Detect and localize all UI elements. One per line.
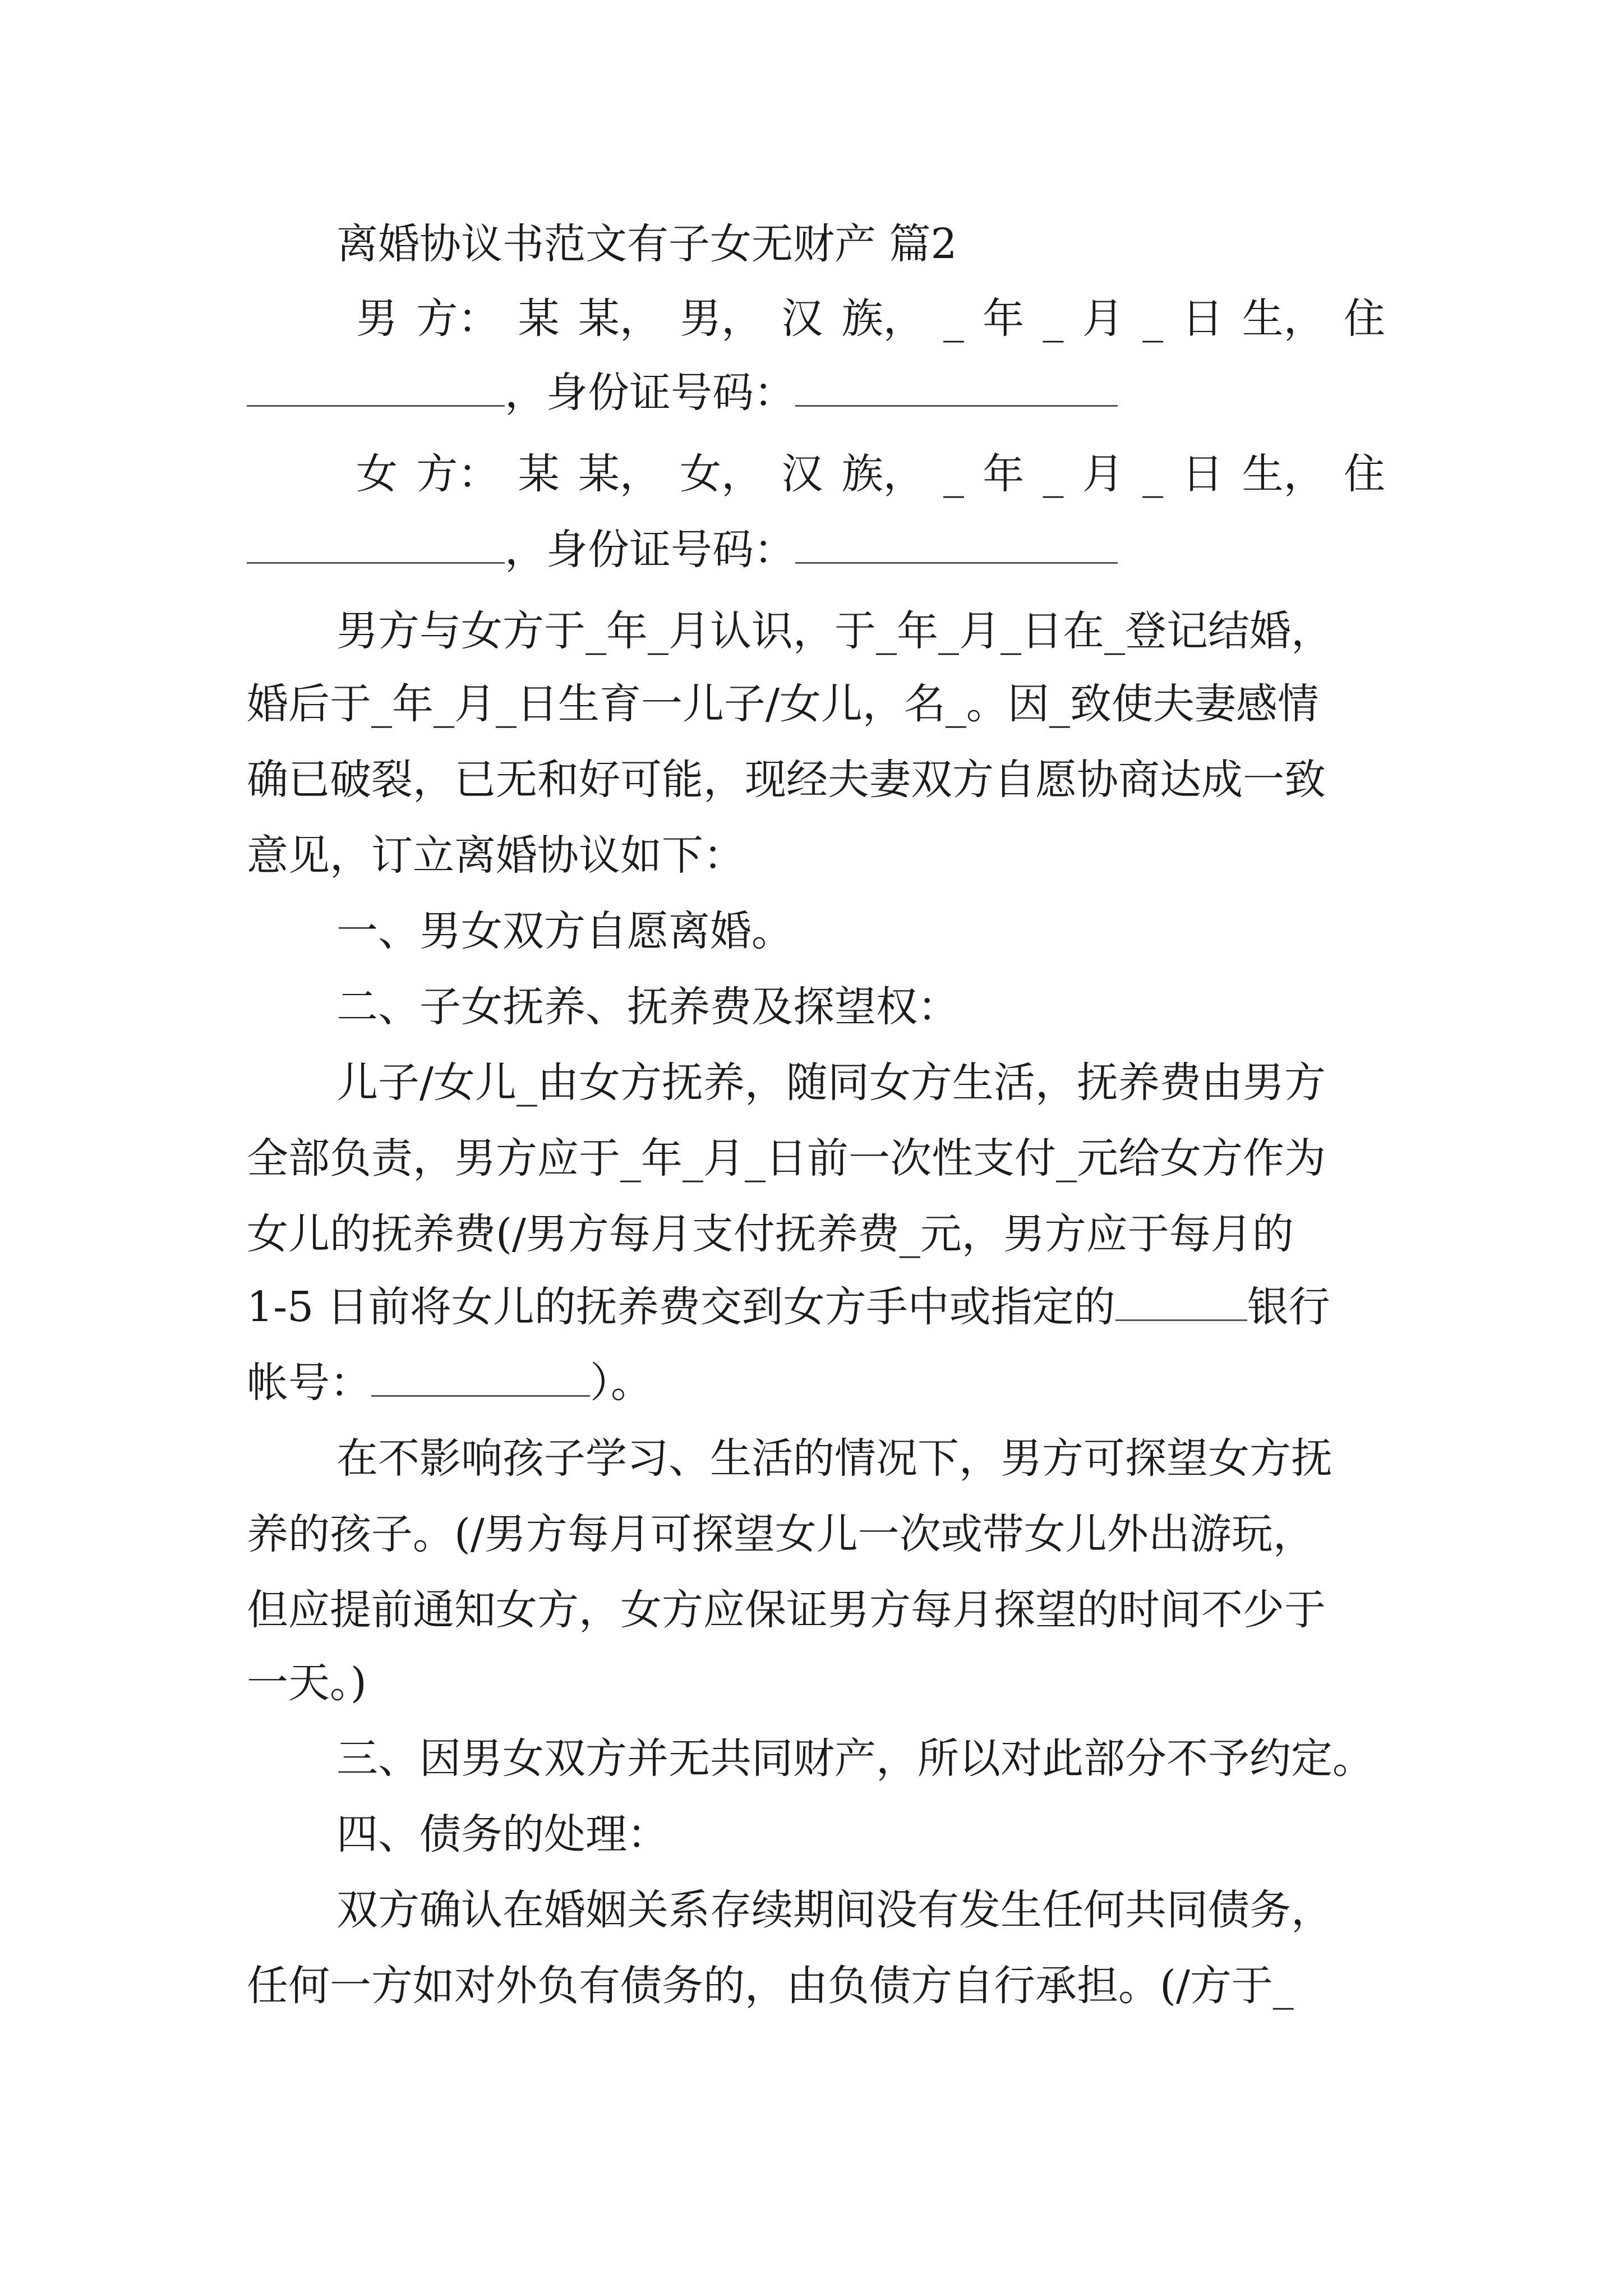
- female-char: 月: [1082, 450, 1124, 498]
- document-title: 离婚协议书范文有子女无财产 篇2: [336, 220, 957, 268]
- paragraph-line: 意见，订立离婚协议如下：: [247, 831, 745, 880]
- paragraph-line: 任何一方如对外负有债务的，由负债方自行承担。(/方于_: [247, 1962, 1294, 2010]
- bank-blank: [1115, 1285, 1247, 1321]
- male-id-line: [247, 365, 1391, 421]
- male-char: 汉: [781, 295, 823, 343]
- female-char: _: [1043, 450, 1064, 498]
- male-char: 住: [1343, 295, 1385, 343]
- male-char: 方：: [416, 295, 500, 343]
- male-char: 男: [356, 295, 398, 343]
- section-heading: 四、债务的处理：: [336, 1810, 668, 1858]
- paragraph-line: 确已破裂，已无和好可能，现经夫妻双方自愿协商达成一致: [247, 756, 1326, 804]
- male-char: 某，: [578, 295, 661, 343]
- bank-label: 银行: [1247, 1283, 1330, 1331]
- male-char: 族，: [841, 295, 925, 343]
- paragraph-line: 双方确认在婚姻关系存续期间没有发生任何共同债务，: [336, 1886, 1332, 1934]
- female-char: _: [943, 450, 964, 498]
- female-char: 某，: [578, 450, 661, 498]
- male-char: 生，: [1242, 295, 1325, 343]
- male-party-line: [356, 291, 1385, 347]
- paragraph-line: 但应提前通知女方，女方应保证男方每月探望的时间不少于: [247, 1586, 1326, 1634]
- female-char: 族，: [841, 450, 925, 498]
- paragraph-line: 女儿的抚养费(/男方每月支付抚养费_元，男方应于每月的: [247, 1210, 1294, 1258]
- section-heading: 二、子女抚养、抚养费及探望权：: [336, 983, 959, 1031]
- address-blank: [247, 370, 505, 407]
- male-char: 男，: [680, 295, 763, 343]
- female-char: 女，: [680, 450, 763, 498]
- section-heading: 一、男女双方自愿离婚。: [336, 907, 793, 955]
- female-party-line: [356, 446, 1385, 502]
- paragraph-line: [247, 1279, 1391, 1335]
- section-heading: 三、因男女双方并无共同财产，所以对此部分不予约定。: [336, 1734, 1374, 1783]
- female-char: 生，: [1242, 450, 1325, 498]
- female-char: 年: [983, 450, 1025, 498]
- address-blank: [247, 527, 505, 564]
- female-char: 住: [1343, 450, 1385, 498]
- id-blank: [795, 527, 1118, 564]
- account-label: 帐号：: [247, 1359, 371, 1407]
- bank-text: 1-5 日前将女儿的抚养费交到女方手中或指定的: [247, 1283, 1115, 1331]
- paragraph-line: 全部负责，男方应于_年_月_日前一次性支付_元给女方作为: [247, 1134, 1326, 1182]
- paragraph-line: [247, 1355, 1391, 1411]
- female-char: _: [1142, 450, 1164, 498]
- paragraph-line: 男方与女方于_年_月认识，于_年_月_日在_登记结婚，: [336, 607, 1332, 655]
- paragraph-line: 一天。): [247, 1659, 367, 1707]
- female-char: 汉: [781, 450, 823, 498]
- account-close: ）。: [590, 1359, 652, 1407]
- female-char: 日: [1182, 450, 1224, 498]
- male-char: 年: [983, 295, 1025, 343]
- male-char: _: [1043, 295, 1064, 343]
- male-char: 月: [1082, 295, 1124, 343]
- paragraph-line: 婚后于_年_月_日生育一儿子/女儿，名_。因_致使夫妻感情: [247, 680, 1319, 728]
- id-label: ，身份证号码：: [505, 526, 795, 574]
- female-char: 某: [518, 450, 560, 498]
- paragraph-line: 儿子/女儿_由女方抚养，随同女方生活，抚养费由男方: [336, 1059, 1326, 1107]
- female-char: 方：: [416, 450, 500, 498]
- id-label: ，身份证号码：: [505, 369, 795, 417]
- paragraph-line: 养的孩子。(/男方每月可探望女儿一次或带女儿外出游玩，: [247, 1510, 1315, 1558]
- male-char: _: [943, 295, 964, 343]
- male-char: 日: [1182, 295, 1224, 343]
- male-char: _: [1142, 295, 1164, 343]
- female-id-line: [247, 522, 1391, 578]
- male-char: 某: [518, 295, 560, 343]
- id-blank: [795, 370, 1118, 407]
- account-blank: [371, 1360, 590, 1397]
- paragraph-line: 在不影响孩子学习、生活的情况下，男方可探望女方抚: [336, 1434, 1332, 1483]
- female-char: 女: [356, 450, 398, 498]
